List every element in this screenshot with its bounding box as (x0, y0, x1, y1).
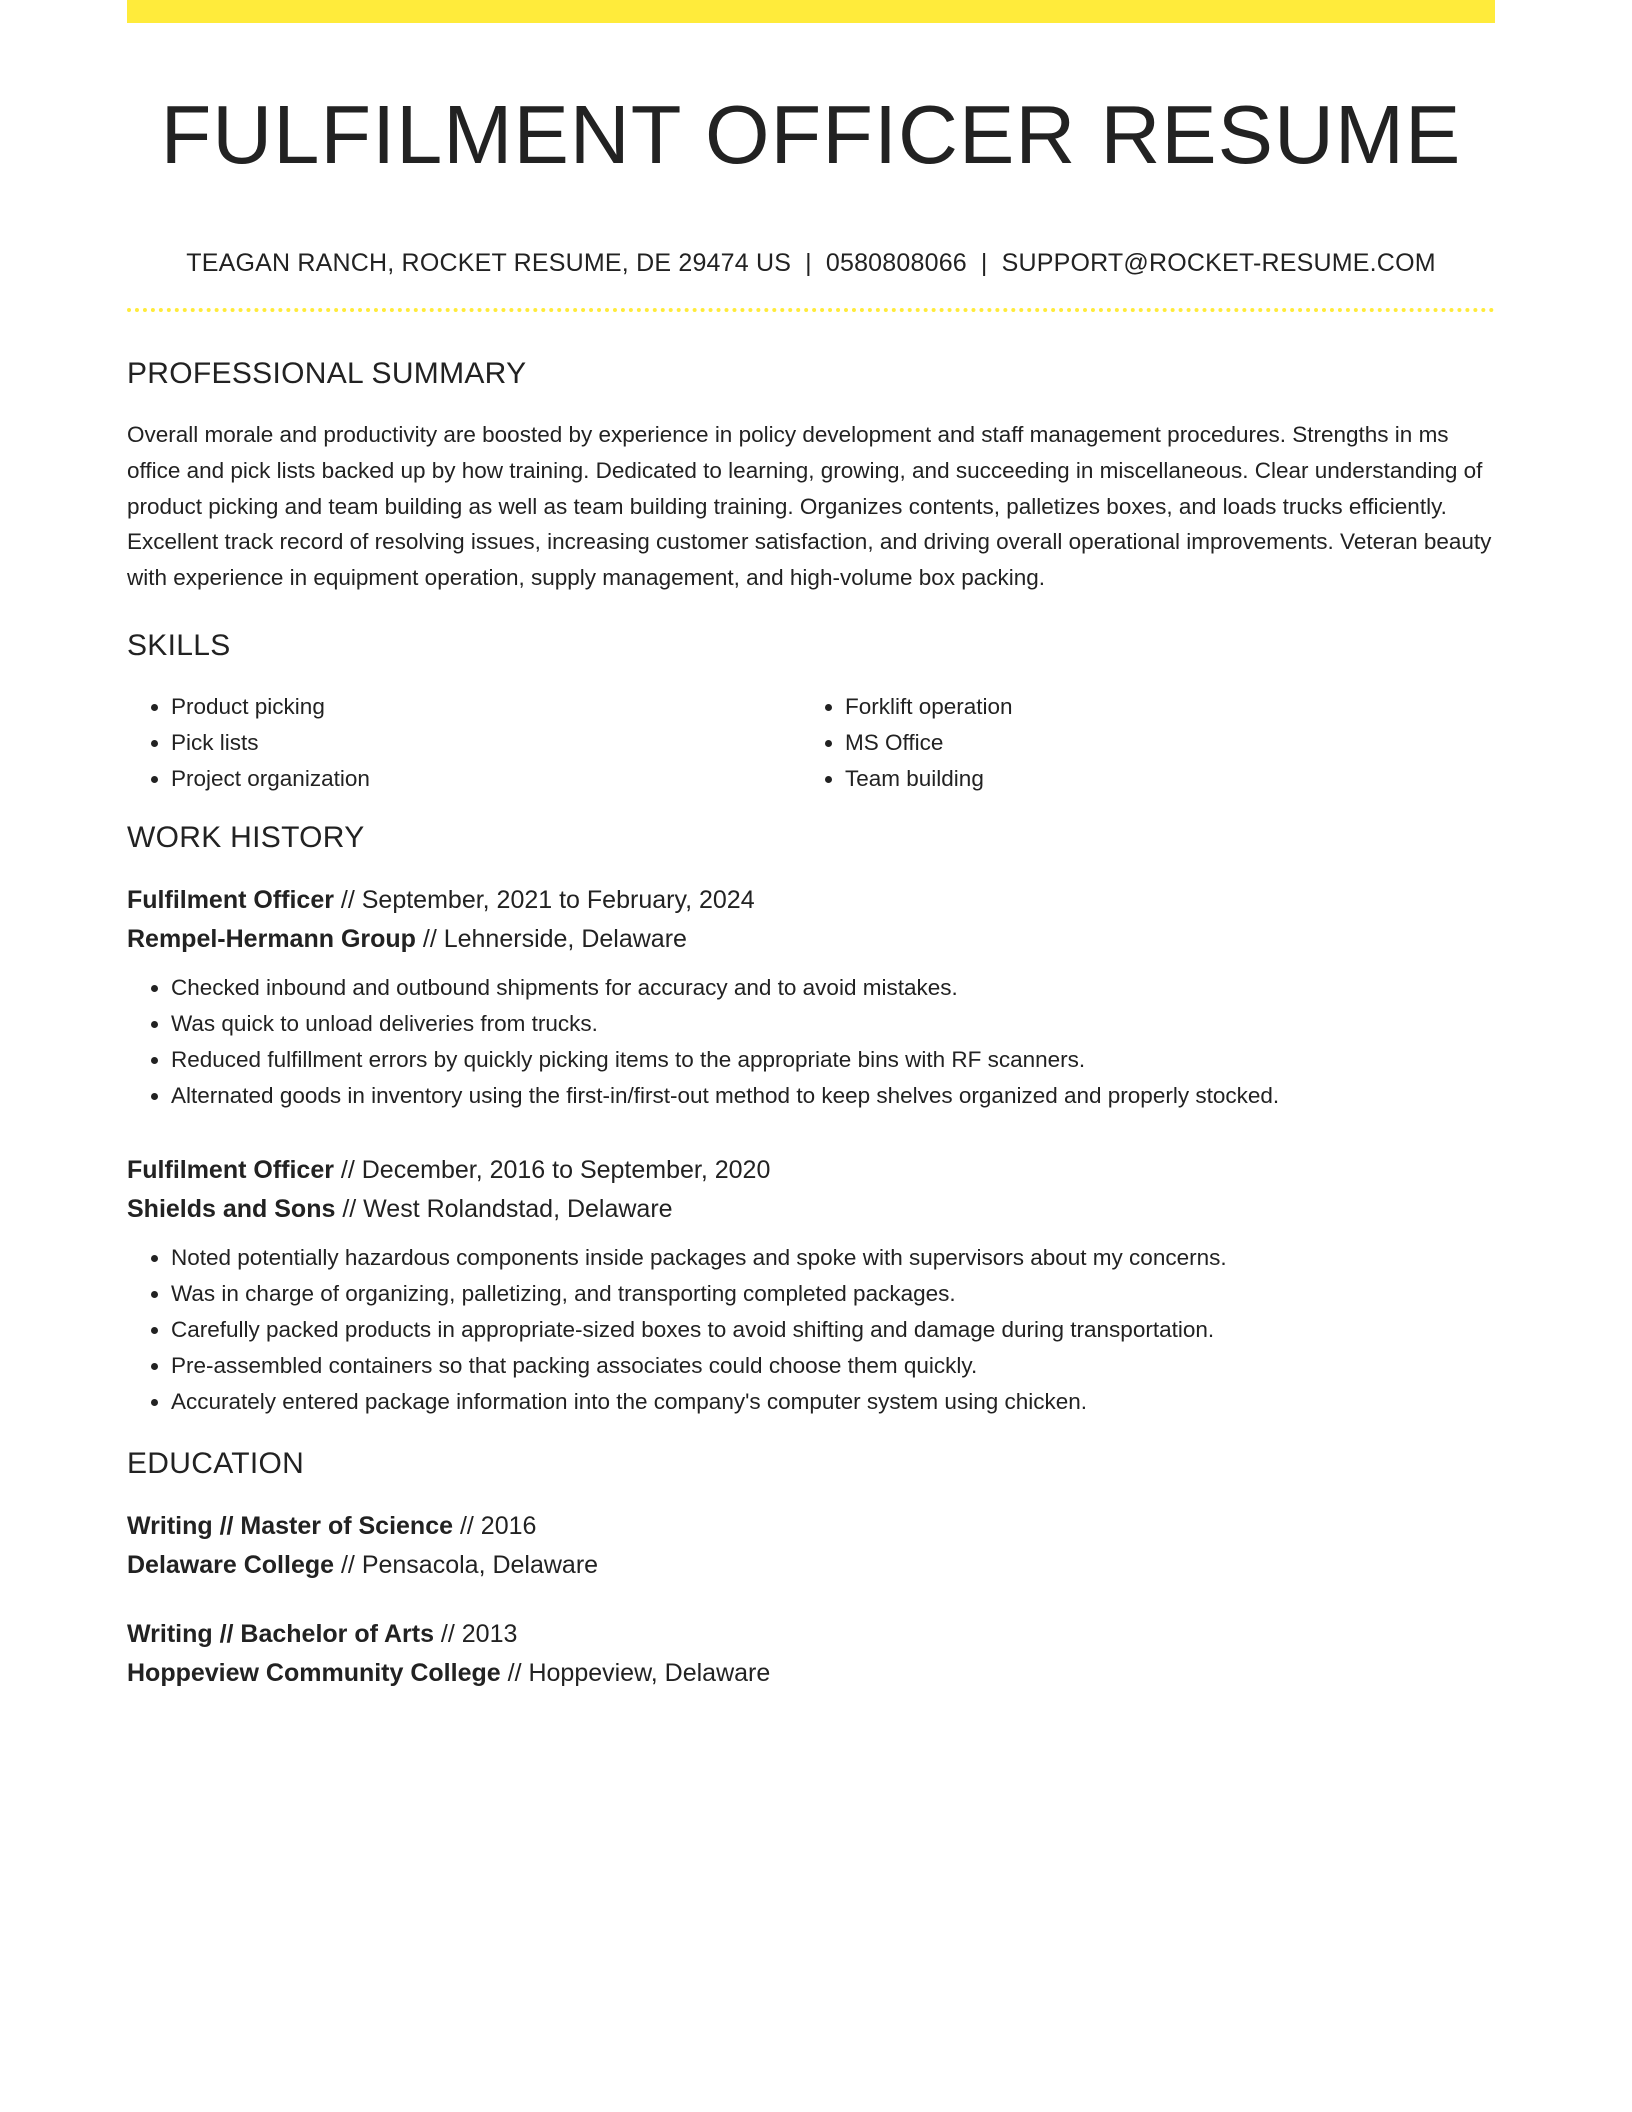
contact-address: TEAGAN RANCH, ROCKET RESUME, DE 29474 US (186, 249, 792, 277)
job-company-line (127, 1190, 1495, 1229)
skills-heading: SKILLS (127, 628, 231, 662)
job-entry (127, 1151, 1495, 1420)
header-divider (127, 308, 1495, 312)
education-degree-line (127, 1615, 1495, 1654)
job-company-line (127, 920, 1495, 959)
resume-title: FULFILMENT OFFICER RESUME (160, 88, 1462, 181)
contact-line (127, 248, 1495, 278)
job-location: // West Rolandstad, Delaware (335, 1195, 673, 1224)
education-location: // Pensacola, Delaware (334, 1551, 599, 1580)
skills-column-left (127, 689, 801, 796)
job-bullets (127, 1240, 1495, 1420)
education-school-line (127, 1654, 1495, 1693)
job-bullet: • Alternated goods in inventory using the first-in/first-out method to keep shelves organized and properly stocked. (171, 1078, 1495, 1114)
skill-item: • MS Office (845, 725, 1475, 761)
job-bullet: • Accurately entered package information into the company's computer system using chicken. (171, 1384, 1495, 1420)
job-location: // Lehnerside, Delaware (415, 925, 687, 954)
job-bullet: • Was in charge of organizing, palletizing, and transporting completed packages. (171, 1276, 1495, 1312)
education-degree: Writing // Bachelor of Arts (127, 1620, 434, 1649)
job-entry (127, 881, 1495, 1114)
education-heading: EDUCATION (127, 1447, 305, 1481)
job-company: Shields and Sons (127, 1195, 336, 1224)
job-position: Fulfilment Officer (127, 886, 334, 915)
education-school: Hoppeview Community College (127, 1659, 501, 1688)
job-position-line (127, 1151, 1495, 1190)
job-position-line (127, 881, 1495, 920)
summary-text: Overall morale and productivity are boosted by experience in policy development and staff management procedures. Strengths in ms office and pick lists backed up by how training. Dedicated to learning, growing, and succeeding in miscellaneous. Clear understanding of product picking and team building as well as team building training. Organizes contents, palletizes boxes, and loads trucks efficiently. Excellent track record of resolving issues, increasing customer satisfaction, and driving overall operational improvements. Veteran beauty with experience in equipment operation, supply management, and high-volume box packing. (127, 422, 1492, 591)
contact-separator: | (805, 249, 812, 277)
education-year: // 2016 (453, 1512, 537, 1541)
skill-item: • Forklift operation (845, 689, 1475, 725)
job-dates: // September, 2021 to February, 2024 (333, 886, 755, 915)
education-entry (127, 1507, 1495, 1585)
contact-phone: 0580808066 (825, 249, 967, 277)
education-year: // 2013 (433, 1620, 518, 1649)
skills-list (127, 689, 1495, 796)
education-degree-line (127, 1507, 1495, 1546)
skill-item: • Pick lists (171, 725, 801, 761)
education-school-line (127, 1546, 1495, 1585)
resume-page (127, 0, 1495, 1693)
contact-separator: | (980, 249, 988, 277)
job-bullet: • Carefully packed products in appropriate-sized boxes to avoid shifting and damage during transportation. (171, 1312, 1495, 1348)
job-bullet: • Reduced fulfillment errors by quickly picking items to the appropriate bins with RF scanners. (171, 1042, 1495, 1078)
job-bullet: • Was quick to unload deliveries from trucks. (171, 1006, 1495, 1042)
job-bullets (127, 970, 1495, 1114)
job-company: Rempel-Hermann Group (127, 925, 416, 954)
top-accent-bar (127, 0, 1495, 23)
job-dates: // December, 2016 to September, 2020 (333, 1156, 771, 1185)
job-position: Fulfilment Officer (127, 1156, 334, 1185)
job-bullet: • Pre-assembled containers so that packing associates could choose them quickly. (171, 1348, 1495, 1384)
job-bullet: • Checked inbound and outbound shipments for accuracy and to avoid mistakes. (171, 970, 1495, 1006)
education-degree: Writing // Master of Science (127, 1512, 454, 1541)
education-school: Delaware College (127, 1551, 335, 1580)
skill-item: • Project organization (171, 761, 801, 797)
education-location: // Hoppeview, Delaware (500, 1659, 771, 1688)
summary-heading: PROFESSIONAL SUMMARY (127, 357, 527, 390)
work-history-heading: WORK HISTORY (127, 821, 365, 855)
job-bullet: • Noted potentially hazardous components inside packages and spoke with supervisors about my concerns. (171, 1240, 1495, 1276)
education-entry (127, 1615, 1495, 1693)
skill-item: • Product picking (171, 689, 801, 725)
skills-column-right (801, 689, 1475, 796)
contact-email: SUPPORT@ROCKET-RESUME.COM (1001, 249, 1436, 277)
skill-item: • Team building (845, 761, 1475, 797)
